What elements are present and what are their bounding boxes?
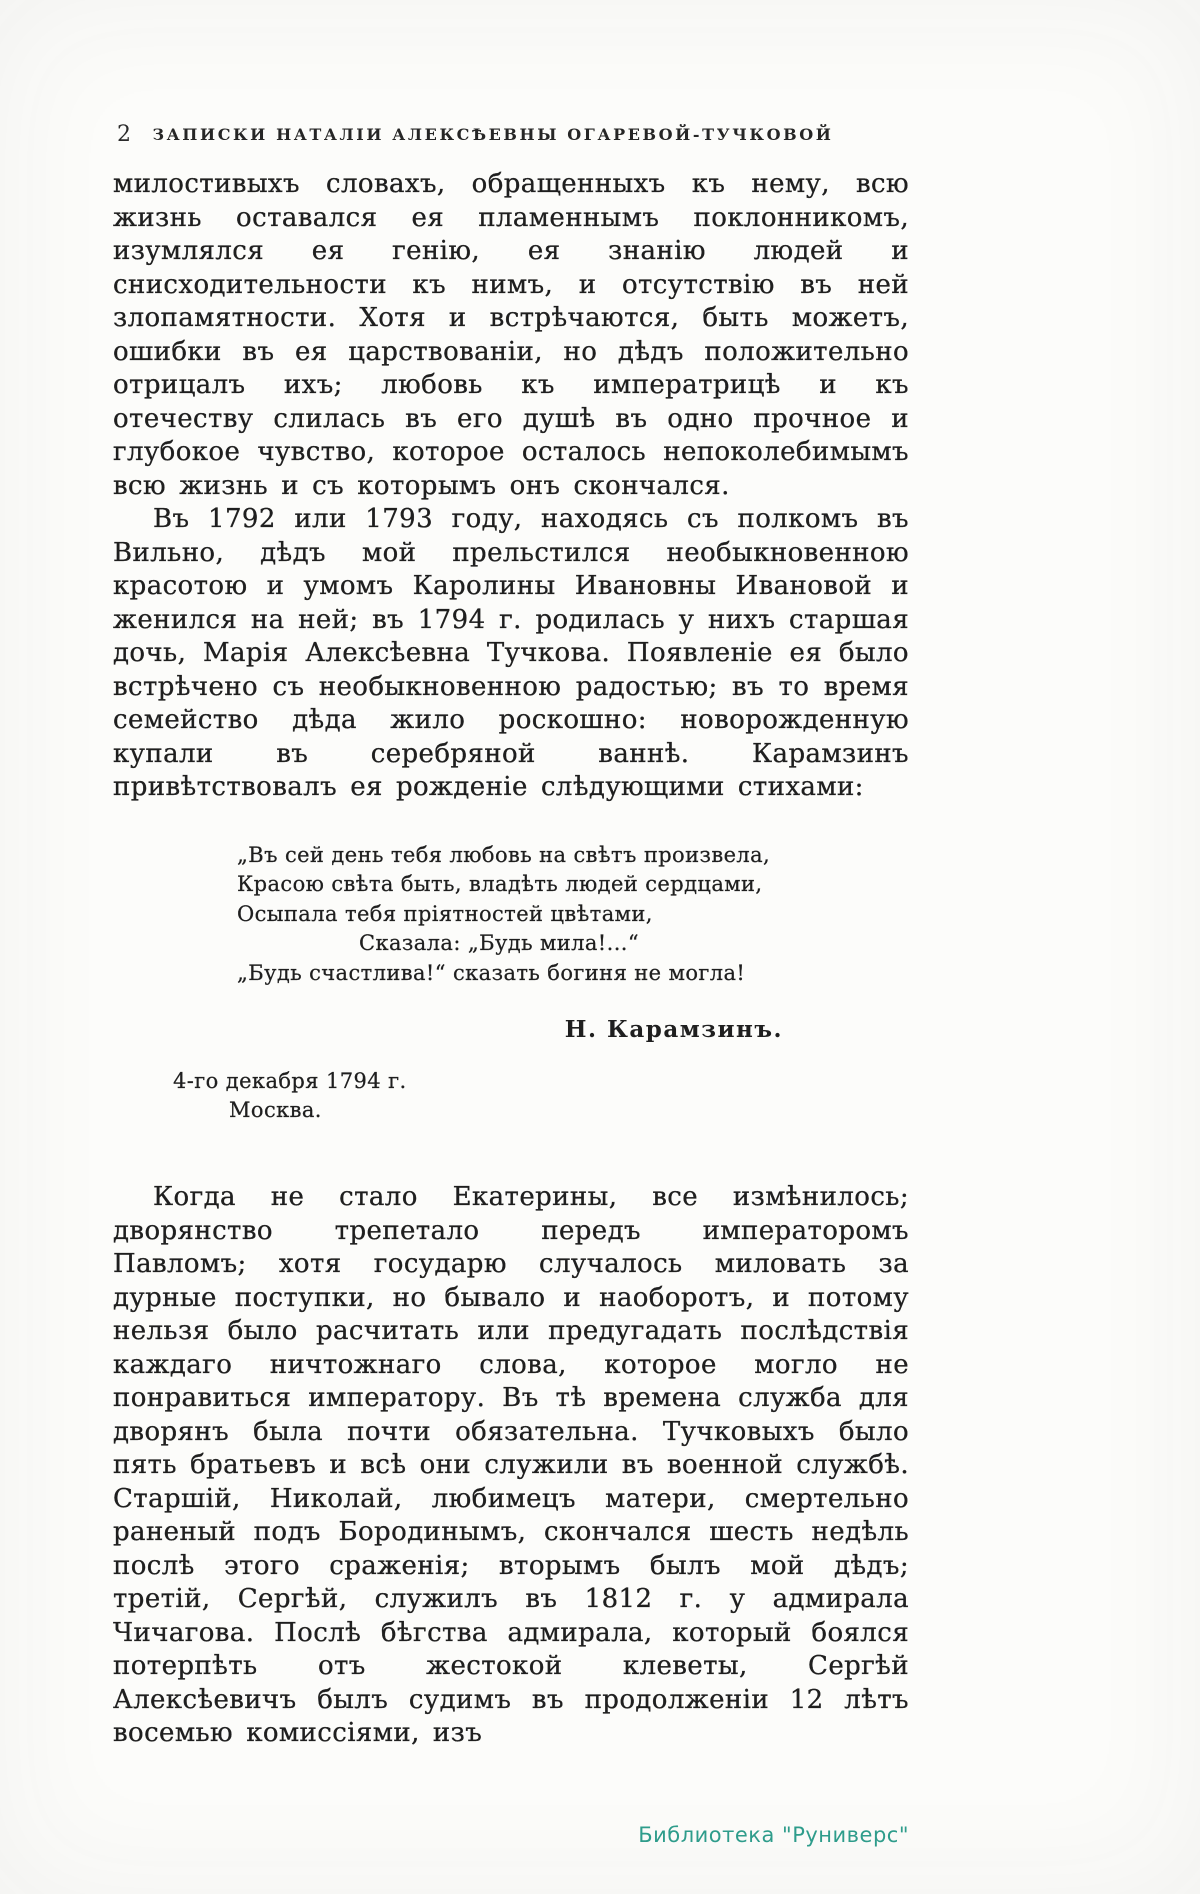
paragraph-tuchkov-brothers: Когда не стало Екатерины, все измѣнилось; дворянство трепетало передъ императоромъ Павломъ; хотя государю случалось миловать за дурные поступки, но бывало и наоборотъ, и потому нельзя было расчитать или предугадать послѣдствія каждаго ничтожнаго слова, которое могло не понравиться императору. Въ тѣ времена служба для дворянъ была почти обязательна. Тучковыхъ было пять братьевъ и всѣ они служили въ военной службѣ. Старшій, Николай, любимецъ матери, смертельно раненый подъ Бородинымъ, скончался шесть недѣль послѣ этого сраженія; вторымъ былъ мой дѣдъ; третій, Сергѣй, служилъ въ 1812 г. у адмирала Чичагова. Послѣ бѣгства адмирала, который боялся потерпѣть отъ жестокой клеветы, Сергѣй Алексѣевичъ былъ судимъ въ продолженіи 12 лѣтъ восемью комиссіями, изъ bbox=[113, 1182, 909, 1748]
poem-line-3: Осыпала тебя пріятностей цвѣтами, bbox=[237, 901, 653, 926]
poem-line-1: „Въ сей день тебя любовь на свѣтъ произвела, bbox=[237, 842, 771, 867]
poem-line-2: Красою свѣта быть, владѣть людей сердцами, bbox=[237, 872, 763, 896]
page-number: 2 bbox=[117, 122, 131, 147]
dateline-block bbox=[173, 1067, 909, 1125]
library-watermark: Библиотека "Руниверс" bbox=[638, 1822, 909, 1847]
running-title: ЗАПИСКИ НАТАЛІИ АЛЕКСѢЕВНЫ ОГАРЕВОЙ-ТУЧКОВОЙ bbox=[152, 125, 834, 144]
poem-signature: Н. Карамзинъ. bbox=[564, 1016, 783, 1043]
poem-line-5: „Будь счастлива!“ сказать богиня не могла! bbox=[237, 960, 746, 985]
poem-line-4: Сказала: „Будь мила!...“ bbox=[359, 931, 639, 955]
page-header bbox=[113, 122, 909, 150]
paragraph-family-history: Въ 1792 или 1793 году, находясь съ полкомъ въ Вильно, дѣдъ мой прельстился необыкновенною красотою и умомъ Каролины Ивановны Ивановой и женился на ней; въ 1794 г. родилась у нихъ старшая дочь, Марія Алексѣевна Тучкова. Появленіе ея было встрѣчено съ необыкновенною радостью; въ то время семейство дѣда жило роскошно: новорожденную купали въ серебряной ваннѣ. Карамзинъ привѣтствовалъ ея рожденіе слѣдующими стихами: bbox=[113, 504, 909, 802]
poem-place: Москва. bbox=[229, 1098, 322, 1122]
poem-block bbox=[237, 841, 909, 989]
paragraph-continuation: милостивыхъ словахъ, обращенныхъ къ нему, всю жизнь оставался ея пламеннымъ поклонникомъ, изумлялся ея генію, ея знанію людей и снисходительности къ нимъ, и отсутствію въ ней злопамятности. Хотя и встрѣчаются, быть можетъ, ошибки въ ея царствованіи, но дѣдъ положительно отрицалъ ихъ; любовь къ императрицѣ и къ отечеству слилась въ его душѣ въ одно прочное и глубокое чувство, которое осталось непоколебимымъ всю жизнь и съ которымъ онъ скончался. bbox=[113, 169, 909, 501]
poem-date: 4-го декабря 1794 г. bbox=[173, 1069, 407, 1093]
text-block bbox=[113, 168, 909, 1847]
